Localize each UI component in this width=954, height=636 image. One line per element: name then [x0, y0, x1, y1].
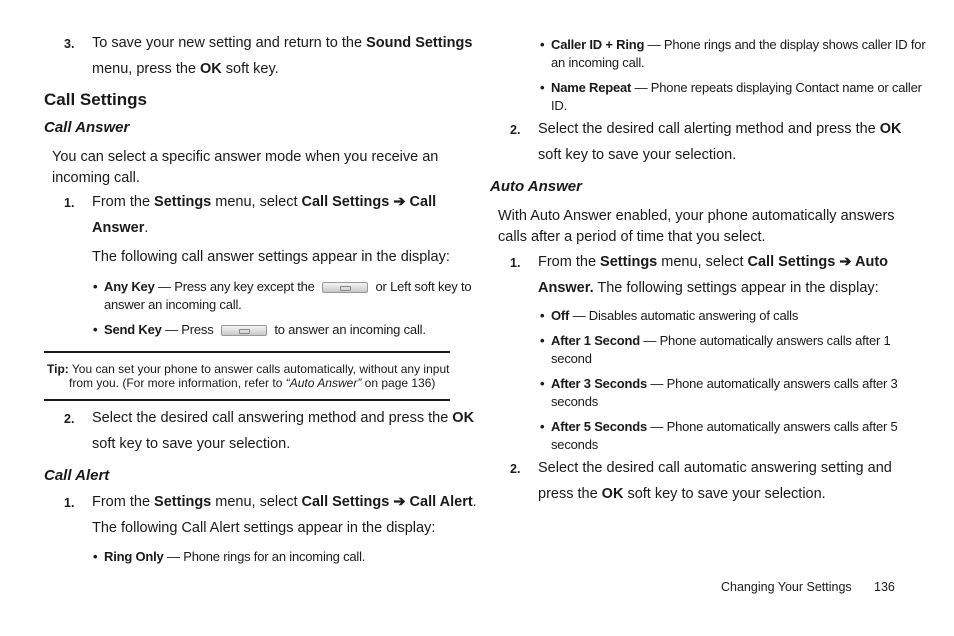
bullet-after-3-seconds-line-1: • After 3 Seconds — Phone automatically answers calls after 3 [551, 375, 898, 393]
bullet-send-key: • Send Key — Press to answer an incoming call. [104, 321, 426, 339]
call-alert-step-1-line-1: From the Settings menu, select Call Settings ➔ Call Alert. [92, 494, 477, 510]
bullet-caller-id-ring-line-2: an incoming call. [551, 55, 645, 70]
step-number: 2. [510, 462, 521, 476]
bullet-caller-id-ring-line-1: • Caller ID + Ring — Phone rings and the display shows caller ID for [551, 36, 925, 54]
step-3-line-2: menu, press the OK soft key. [92, 61, 279, 77]
call-settings-heading: Call Settings [44, 90, 147, 109]
step-number: 2. [64, 412, 75, 426]
bullet-any-key-line-1: • Any Key — Press any key except the or Left soft key to [104, 278, 471, 296]
call-alert-step-2-line-2: soft key to save your selection. [538, 147, 737, 163]
auto-answer-step-2-line-1: Select the desired call automatic answering setting and [538, 460, 892, 476]
bullet-after-1-second-line-1: • After 1 Second — Phone automatically answers calls after 1 [551, 332, 891, 350]
call-answer-follow-text: The following call answer settings appear in the display: [92, 249, 450, 265]
tip-box [44, 351, 450, 401]
step-3-line-1: To save your new setting and return to the Sound Settings [92, 35, 473, 51]
bullet-after-3-seconds-line-2: seconds [551, 394, 599, 409]
footer-section-title: Changing Your Settings [721, 580, 852, 594]
bullet-any-key-line-2: answer an incoming call. [104, 297, 242, 312]
step-number: 1. [510, 256, 521, 270]
step-number: 3. [64, 37, 75, 51]
call-answer-step-1-line-1: From the Settings menu, select Call Settings ➔ Call [92, 194, 437, 210]
call-answer-intro-1: You can select a specific answer mode when you receive an [52, 149, 439, 165]
call-alert-heading: Call Alert [44, 467, 110, 484]
bullet-name-repeat-line-2: ID. [551, 98, 568, 113]
tip-line-1: Tip: You can set your phone to answer calls automatically, without any input [47, 362, 450, 376]
page-number: 136 [874, 580, 895, 594]
call-alert-step-2-line-1: Select the desired call alerting method and press the OK [538, 121, 902, 137]
call-answer-heading: Call Answer [44, 119, 130, 136]
end-key-icon [322, 282, 368, 293]
call-alert-follow-text: The following Call Alert settings appear in the display: [92, 520, 436, 536]
bullet-off: • Off — Disables automatic answering of calls [551, 307, 798, 325]
bullet-after-5-seconds-line-2: seconds [551, 437, 599, 452]
step-number: 1. [64, 196, 75, 210]
bullet-ring-only: • Ring Only — Phone rings for an incoming call. [104, 548, 365, 566]
auto-answer-step-1-line-2: Answer. The following settings appear in the display: [538, 280, 879, 296]
step-number: 2. [510, 123, 521, 137]
auto-answer-step-2-line-2: press the OK soft key to save your selection. [538, 486, 826, 502]
call-answer-step-2-line-2: soft key to save your selection. [92, 436, 291, 452]
auto-answer-intro-1: With Auto Answer enabled, your phone automatically answers [498, 208, 895, 224]
bullet-after-5-seconds-line-1: • After 5 Seconds — Phone automatically answers calls after 5 [551, 418, 898, 436]
send-key-icon [221, 325, 267, 336]
call-answer-step-2-line-1: Select the desired call answering method and press the OK [92, 410, 475, 426]
call-answer-intro-2: incoming call. [52, 170, 140, 186]
auto-answer-heading: Auto Answer [490, 178, 582, 195]
auto-answer-intro-2: calls after a period of time that you select. [498, 229, 766, 245]
auto-answer-step-1-line-1: From the Settings menu, select Call Settings ➔ Auto [538, 254, 889, 270]
step-number: 1. [64, 496, 75, 510]
bullet-name-repeat-line-1: • Name Repeat — Phone repeats displaying Contact name or caller [551, 79, 922, 97]
bullet-after-1-second-line-2: second [551, 351, 592, 366]
call-answer-step-1-line-2: Answer. [92, 220, 149, 236]
tip-line-2: from you. (For more information, refer to “Auto Answer” on page 136) [69, 376, 436, 390]
